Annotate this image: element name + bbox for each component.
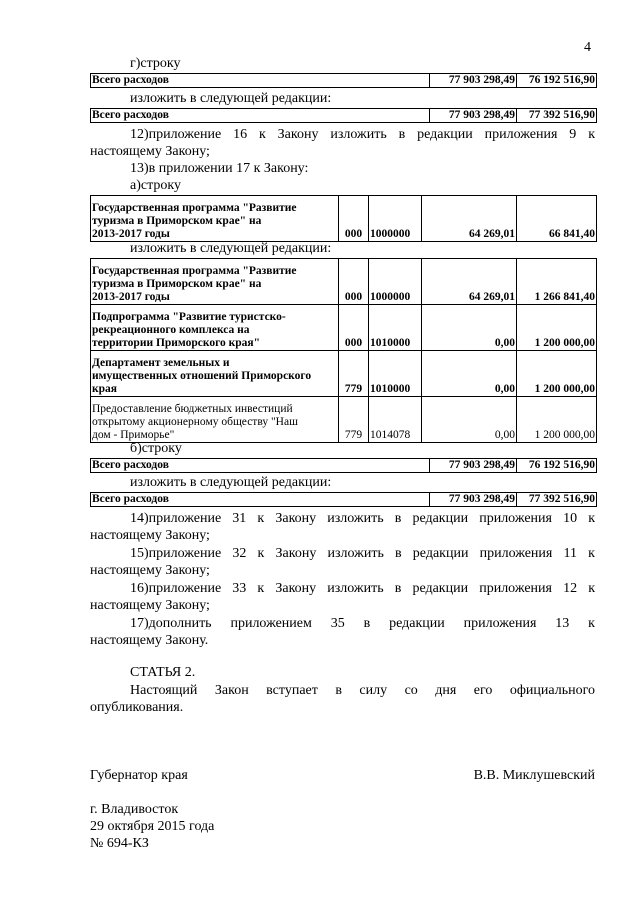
page-number: 4 bbox=[584, 40, 591, 55]
program-csr: 1000000 bbox=[369, 196, 422, 242]
row-name bbox=[91, 259, 339, 305]
row-csr: 1014078 bbox=[369, 397, 422, 443]
item-16-line2: настоящему Закону; bbox=[90, 598, 210, 613]
total-value-2: 77 392 516,90 bbox=[517, 493, 597, 507]
item-14-line1: 14)приложение 31 к Закону изложить в редакции приложения 10 к bbox=[130, 511, 595, 526]
table-program-new bbox=[90, 258, 597, 443]
izl-text-2: изложить в следующей редакции: bbox=[130, 241, 332, 256]
program-line-1: Государственная программа "Развитие bbox=[92, 202, 297, 214]
total-value-2: 76 192 516,90 bbox=[517, 74, 597, 88]
row-code: 779 bbox=[339, 351, 369, 397]
table-total-old-2 bbox=[90, 458, 597, 473]
program-value-1: 64 269,01 bbox=[422, 196, 517, 242]
item-12-line1: 12)приложение 16 к Закону изложить в редакции приложения 9 к bbox=[130, 127, 595, 142]
item-b-label: б)строку bbox=[130, 441, 182, 456]
item-17-line1: 17)дополнить приложением 35 в редакции приложения 13 к bbox=[130, 616, 595, 631]
total-value-1: 77 903 298,49 bbox=[430, 459, 517, 473]
signature-position: Губернатор края bbox=[90, 768, 188, 783]
item-15-line2: настоящему Закону; bbox=[90, 563, 210, 578]
row-value-2: 1 200 000,00 bbox=[517, 351, 597, 397]
item-12-line2: настоящему Закону; bbox=[90, 144, 210, 159]
total-label: Всего расходов bbox=[91, 109, 430, 123]
row-value-1: 0,00 bbox=[422, 351, 517, 397]
row-value-1: 0,00 bbox=[422, 305, 517, 351]
table-row bbox=[91, 351, 597, 397]
row-name bbox=[91, 397, 339, 443]
izl-text-3: изложить в следующей редакции: bbox=[130, 475, 332, 490]
signature-name: В.В. Миклушевский bbox=[473, 768, 595, 783]
row-code: 000 bbox=[339, 305, 369, 351]
program-name bbox=[91, 196, 339, 242]
row-line-2: открытому акционерному обществу "Наш bbox=[92, 416, 298, 428]
row-line-3: дом - Приморье" bbox=[92, 429, 175, 441]
row-code: 779 bbox=[339, 397, 369, 443]
row-line-3: края bbox=[92, 383, 117, 395]
total-value-1: 77 903 298,49 bbox=[430, 109, 517, 123]
total-label: Всего расходов bbox=[91, 459, 430, 473]
article-text-line1: Настоящий Закон вступает в силу со дня его официального bbox=[130, 683, 595, 698]
izl-text-1: изложить в следующей редакции: bbox=[130, 91, 332, 106]
row-value-2: 1 200 000,00 bbox=[517, 397, 597, 443]
program-code: 000 bbox=[339, 196, 369, 242]
row-line-1: Подпрограмма "Развитие туристско- bbox=[92, 311, 286, 323]
signature-date: 29 октября 2015 года bbox=[90, 819, 215, 834]
total-value-1: 77 903 298,49 bbox=[430, 74, 517, 88]
total-value-2: 76 192 516,90 bbox=[517, 459, 597, 473]
row-value-1: 0,00 bbox=[422, 397, 517, 443]
item-a-label: а)строку bbox=[130, 178, 181, 193]
row-csr: 1000000 bbox=[369, 259, 422, 305]
table-row bbox=[91, 74, 597, 88]
row-line-1: Департамент земельных и bbox=[92, 357, 230, 369]
table-row bbox=[91, 305, 597, 351]
signature-number: № 694-КЗ bbox=[90, 836, 149, 851]
total-value-2: 77 392 516,90 bbox=[517, 109, 597, 123]
table-row bbox=[91, 196, 597, 242]
table-total-new-1 bbox=[90, 108, 597, 123]
row-line-2: рекреационного комплекса на bbox=[92, 324, 250, 336]
row-csr: 1010000 bbox=[369, 305, 422, 351]
program-line-3: 2013-2017 годы bbox=[92, 228, 170, 240]
item-17-line2: настоящему Закону. bbox=[90, 633, 209, 648]
article-text-line2: опубликования. bbox=[90, 700, 184, 715]
program-line-2: туризма в Приморском крае" на bbox=[92, 215, 262, 227]
row-line-3: 2013-2017 годы bbox=[92, 291, 170, 303]
signature-city: г. Владивосток bbox=[90, 802, 179, 817]
row-line-1: Предоставление бюджетных инвестиций bbox=[92, 403, 293, 415]
table-total-old-1 bbox=[90, 73, 597, 88]
item-13: 13)в приложении 17 к Закону: bbox=[130, 161, 309, 176]
table-row bbox=[91, 109, 597, 123]
row-line-2: туризма в Приморском крае" на bbox=[92, 278, 262, 290]
row-code: 000 bbox=[339, 259, 369, 305]
row-value-2: 1 266 841,40 bbox=[517, 259, 597, 305]
total-label: Всего расходов bbox=[91, 74, 430, 88]
row-line-1: Государственная программа "Развитие bbox=[92, 265, 297, 277]
row-name bbox=[91, 351, 339, 397]
table-row bbox=[91, 259, 597, 305]
article-title: СТАТЬЯ 2. bbox=[130, 665, 196, 680]
row-value-2: 1 200 000,00 bbox=[517, 305, 597, 351]
row-line-2: имущественных отношений Приморского bbox=[92, 370, 312, 382]
program-value-2: 66 841,40 bbox=[517, 196, 597, 242]
total-value-1: 77 903 298,49 bbox=[430, 493, 517, 507]
table-row bbox=[91, 397, 597, 443]
total-label: Всего расходов bbox=[91, 493, 430, 507]
item-g-label: г)строку bbox=[130, 56, 181, 71]
row-csr: 1010000 bbox=[369, 351, 422, 397]
row-name bbox=[91, 305, 339, 351]
table-row bbox=[91, 459, 597, 473]
row-value-1: 64 269,01 bbox=[422, 259, 517, 305]
item-16-line1: 16)приложение 33 к Закону изложить в редакции приложения 12 к bbox=[130, 581, 595, 596]
item-15-line1: 15)приложение 32 к Закону изложить в редакции приложения 11 к bbox=[130, 546, 595, 561]
table-total-new-2 bbox=[90, 492, 597, 507]
row-line-3: территории Приморского края" bbox=[92, 337, 261, 349]
table-program-old bbox=[90, 195, 597, 242]
table-row bbox=[91, 493, 597, 507]
item-14-line2: настоящему Закону; bbox=[90, 528, 210, 543]
